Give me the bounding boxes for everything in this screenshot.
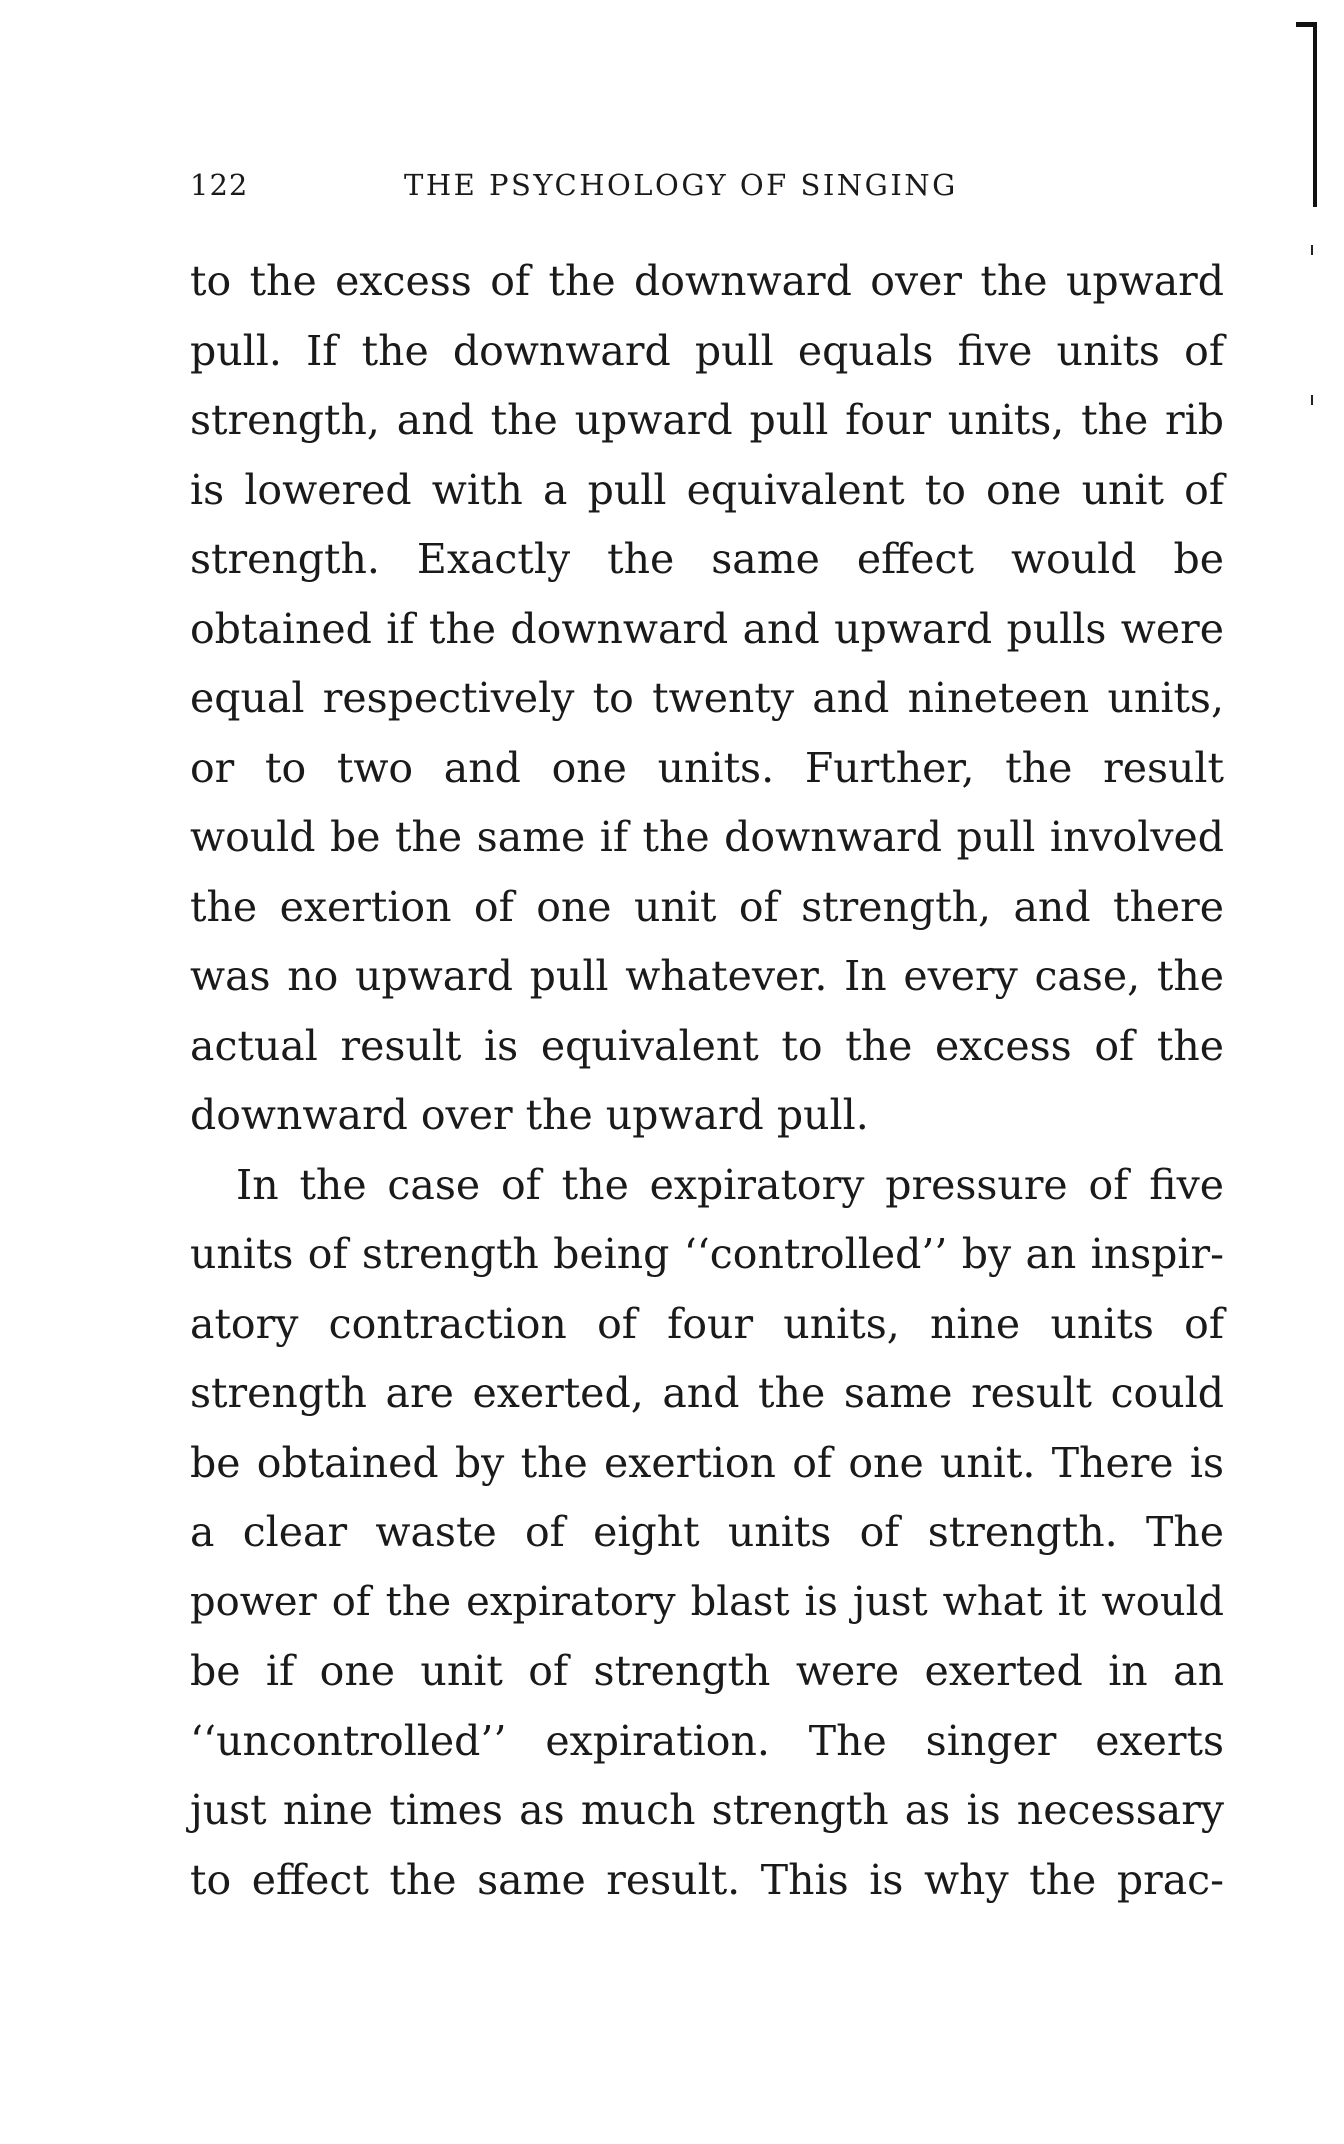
running-title: THE PSYCHOLOGY OF SINGING <box>404 168 958 202</box>
text-line: or to two and one units. Further, the result <box>190 743 1224 792</box>
page-edge-cap-mark <box>1296 22 1316 27</box>
text-line: a clear waste of eight units of strength. The <box>190 1508 1224 1556</box>
page-number: 122 <box>190 168 249 202</box>
body-text <box>190 252 1224 1920</box>
text-line: just nine times as much strength as is necessary <box>190 1786 1224 1834</box>
text-line-indented: In the case of the expiratory pressure of five <box>236 1160 1224 1209</box>
text-line-last: downward over the upward pull. <box>190 1091 869 1139</box>
page-tick-mark <box>1311 395 1313 405</box>
text-line: units of strength being ‘‘controlled’’ by an inspir- <box>190 1230 1224 1278</box>
text-line: equal respectively to twenty and nineteen units, <box>190 674 1224 722</box>
text-line: power of the expiratory blast is just what it would <box>190 1578 1224 1625</box>
text-line: ‘‘uncontrolled’’ expiration. The singer exerts <box>190 1716 1224 1765</box>
text-line: pull. If the downward pull equals five units of <box>190 326 1224 375</box>
text-line: be obtained by the exertion of one unit. There is <box>190 1438 1224 1487</box>
text-line: actual result is equivalent to the excess of the <box>190 1021 1224 1070</box>
text-line: to the excess of the downward over the upward <box>190 257 1224 305</box>
text-line: the exertion of one unit of strength, and there <box>190 882 1224 931</box>
text-line: was no upward pull whatever. In every case, the <box>190 952 1224 1000</box>
text-line: strength, and the upward pull four units, the rib <box>190 396 1224 444</box>
text-line: be if one unit of strength were exerted in an <box>190 1647 1224 1695</box>
text-line: to effect the same result. This is why the prac- <box>190 1855 1224 1904</box>
text-line: strength. Exactly the same effect would be <box>190 535 1224 583</box>
text-line: obtained if the downward and upward pulls were <box>190 604 1224 653</box>
text-line: would be the same if the downward pull involved <box>190 813 1224 861</box>
text-line: atory contraction of four units, nine units of <box>190 1299 1224 1348</box>
running-head <box>190 168 1020 208</box>
page-tick-mark <box>1311 245 1313 255</box>
text-line: strength are exerted, and the same result could <box>190 1369 1224 1417</box>
text-line: is lowered with a pull equivalent to one unit of <box>190 465 1224 514</box>
page-edge-mark <box>1313 22 1317 207</box>
